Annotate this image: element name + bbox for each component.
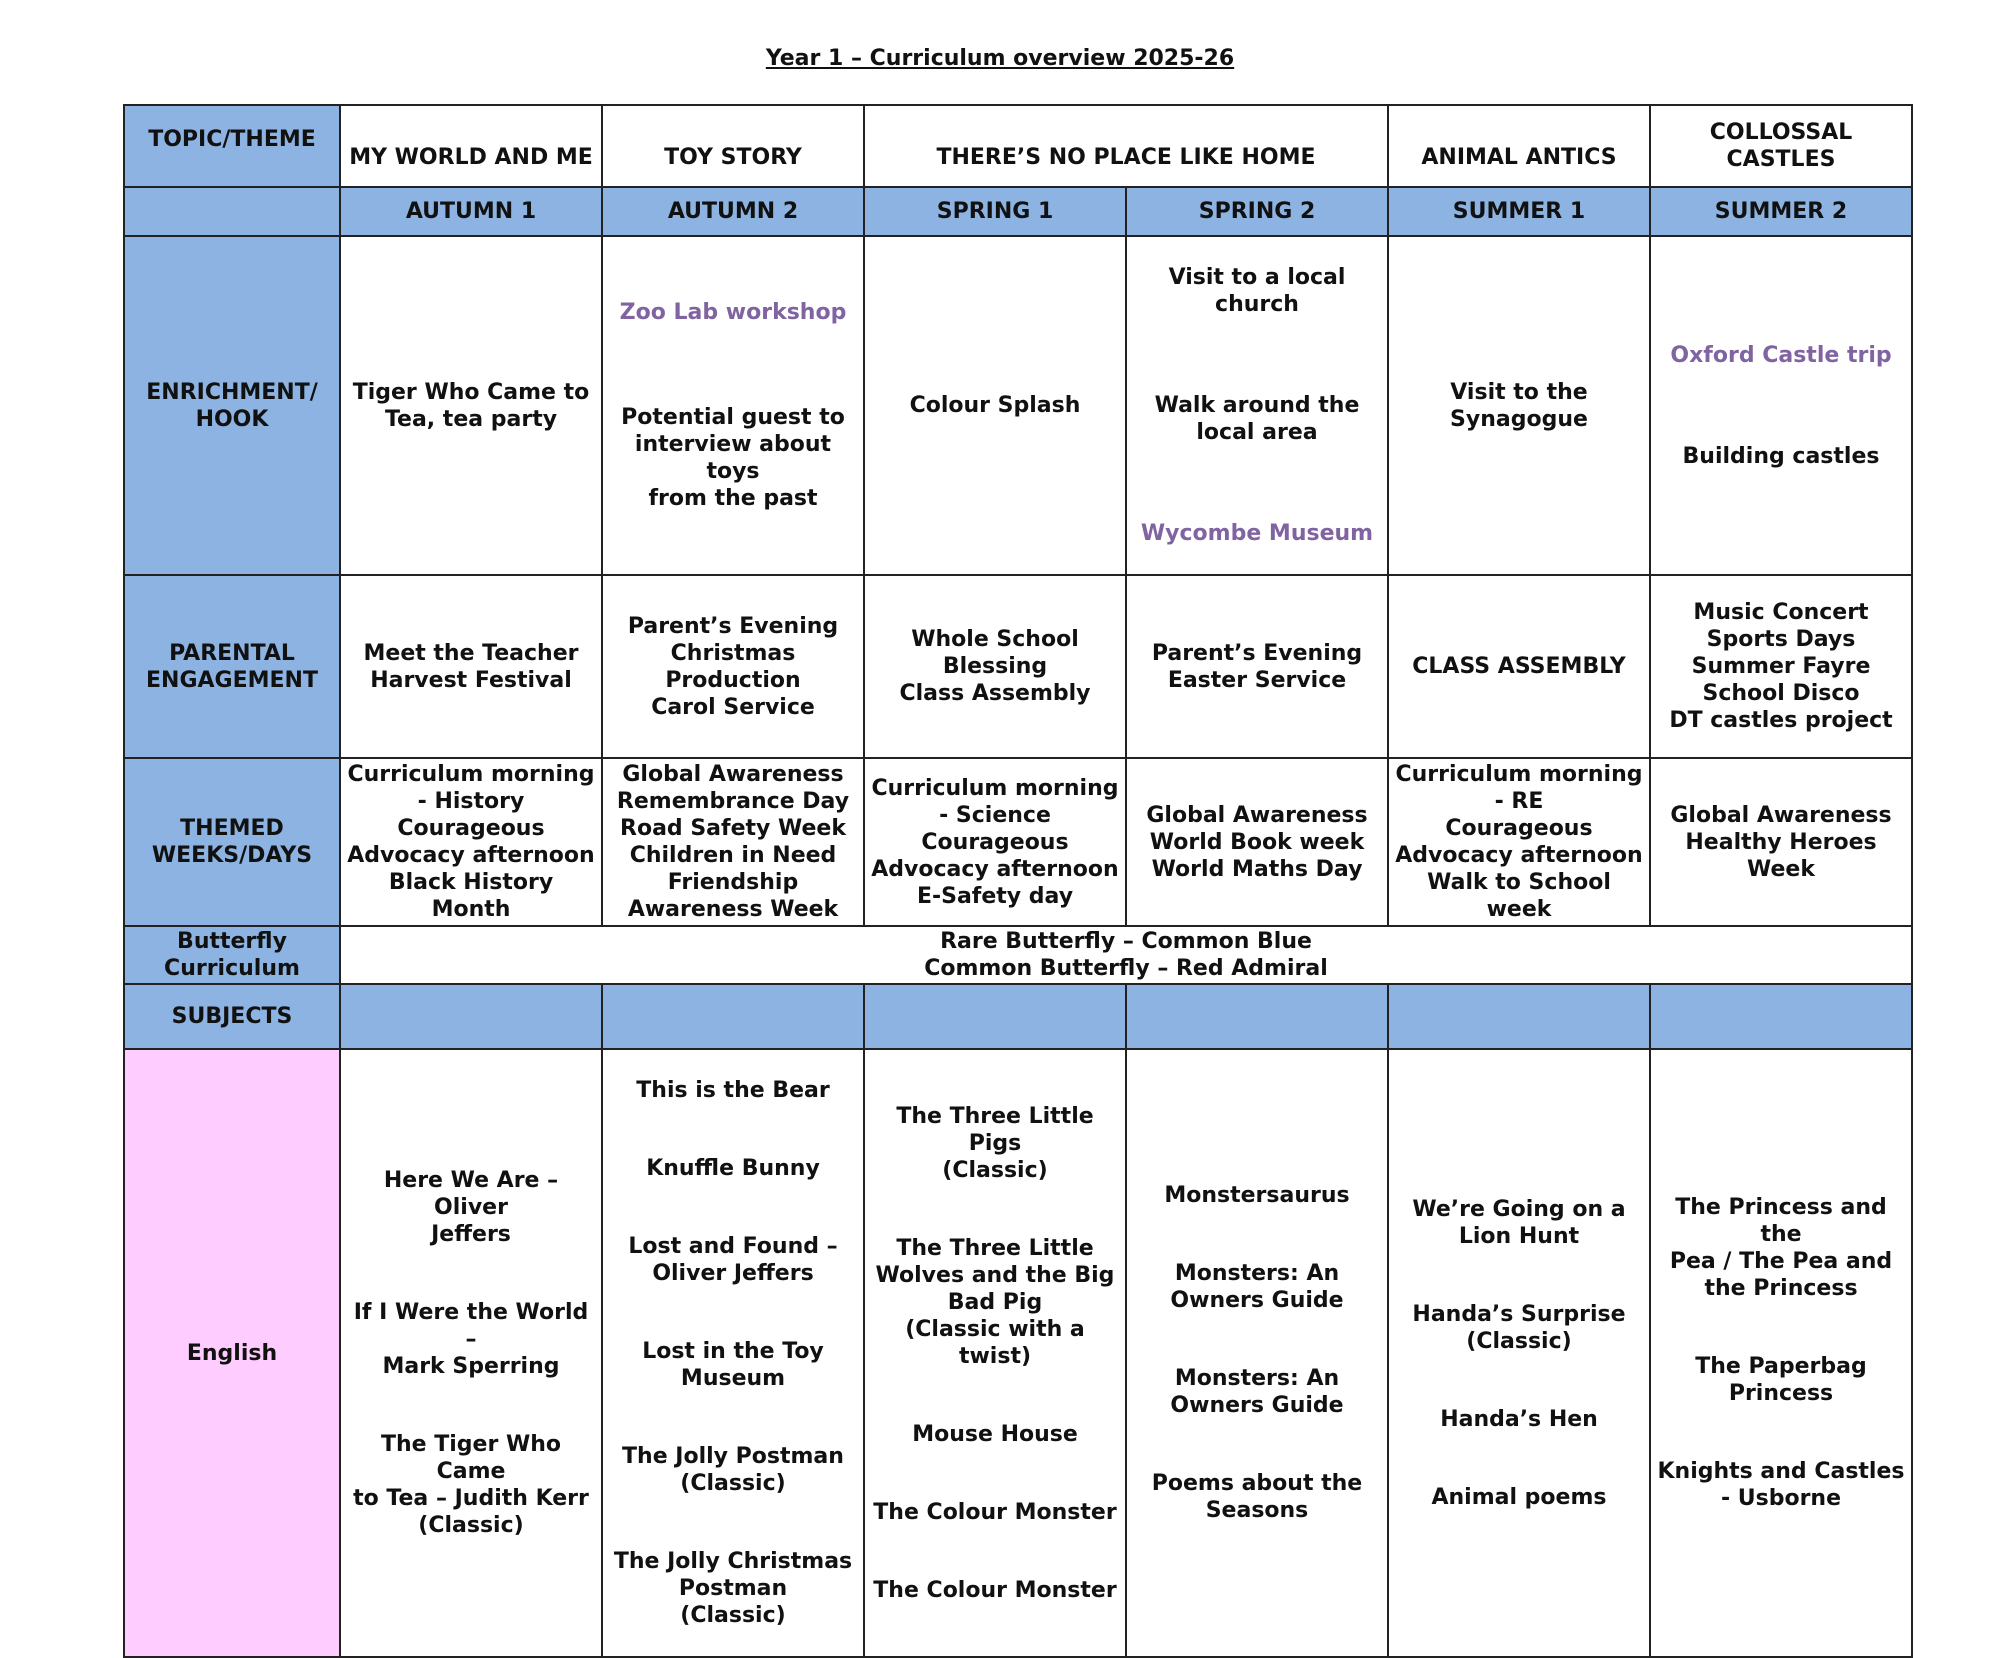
themed-spring1: Curriculum morning - Science Courageous Advocacy afternoon E-Safety day xyxy=(864,758,1126,926)
themed-autumn2: Global Awareness Remembrance Day Road Safety Week Children in Need Friendship Awareness Week xyxy=(602,758,864,926)
topic-row xyxy=(124,105,1912,187)
book-item: The Tiger Who Came to Tea – Judith Kerr (Classic) xyxy=(353,1432,589,1538)
book-item: The Paperbag Princess xyxy=(1695,1354,1867,1406)
enrichment-autumn1: Tiger Who Came to Tea, tea party xyxy=(340,236,602,575)
parental-label: PARENTAL ENGAGEMENT xyxy=(124,575,340,758)
term-row xyxy=(124,187,1912,236)
topic-autumn2: TOY STORY xyxy=(602,105,864,187)
topic-summer2: COLLOSSAL CASTLES xyxy=(1650,105,1912,187)
book-item: Lost and Found – Oliver Jeffers xyxy=(628,1234,838,1286)
book-item: Monsters: An Owners Guide xyxy=(1170,1261,1344,1313)
enrichment-summer2 xyxy=(1650,236,1912,575)
parental-row xyxy=(124,575,1912,758)
subjects-empty-5 xyxy=(1388,984,1650,1049)
enrichment-label: ENRICHMENT/ HOOK xyxy=(124,236,340,575)
building-castles: Building castles xyxy=(1682,443,1880,469)
book-item: Handa’s Hen xyxy=(1440,1406,1598,1432)
themed-summer2: Global Awareness Healthy Heroes Week xyxy=(1650,758,1912,926)
book-item: Lost in the Toy Museum xyxy=(642,1339,824,1391)
zoo-lab-trip: Zoo Lab workshop xyxy=(619,300,847,325)
parental-spring1: Whole School Blessing Class Assembly xyxy=(864,575,1126,758)
oxford-castle-trip: Oxford Castle trip xyxy=(1670,342,1892,368)
subjects-row xyxy=(124,984,1912,1049)
english-autumn1 xyxy=(340,1049,602,1657)
book-item: Monsters: An Owners Guide xyxy=(1170,1366,1344,1418)
topic-label: TOPIC/THEME xyxy=(124,105,340,187)
book-item: The Three Little Wolves and the Big Bad Pig (Classic with a twist) xyxy=(875,1235,1115,1369)
butterfly-text: Rare Butterfly – Common Blue Common Butterfly – Red Admiral xyxy=(340,926,1912,984)
butterfly-row xyxy=(124,926,1912,984)
book-item: Knuffle Bunny xyxy=(646,1156,820,1181)
enrichment-autumn2 xyxy=(602,236,864,575)
subjects-label: SUBJECTS xyxy=(124,984,340,1049)
themed-autumn1: Curriculum morning - History Courageous Advocacy afternoon Black History Month xyxy=(340,758,602,926)
book-item: This is the Bear xyxy=(636,1078,830,1103)
book-item: Mouse House xyxy=(912,1421,1078,1447)
english-summer1 xyxy=(1388,1049,1650,1657)
term-autumn1: AUTUMN 1 xyxy=(340,187,602,236)
book-item: If I Were the World – Mark Sperring xyxy=(353,1300,589,1379)
parental-spring2: Parent’s Evening Easter Service xyxy=(1126,575,1388,758)
subjects-empty-1 xyxy=(340,984,602,1049)
term-summer1: SUMMER 1 xyxy=(1388,187,1650,236)
guest-interview: Potential guest to interview about toys from the past xyxy=(621,405,845,511)
book-item: The Princess and the Pea / The Pea and the Princess xyxy=(1669,1195,1893,1301)
english-label: English xyxy=(124,1049,340,1657)
book-item: The Colour Monster xyxy=(873,1499,1117,1525)
curriculum-table xyxy=(123,104,1913,1658)
themed-row xyxy=(124,758,1912,926)
enrichment-spring1: Colour Splash xyxy=(864,236,1126,575)
term-label-empty xyxy=(124,187,340,236)
subjects-empty-6 xyxy=(1650,984,1912,1049)
wycombe-museum-trip: Wycombe Museum xyxy=(1140,521,1374,546)
english-summer2 xyxy=(1650,1049,1912,1657)
themed-spring2: Global Awareness World Book week World Maths Day xyxy=(1126,758,1388,926)
book-item: The Colour Monster xyxy=(873,1577,1117,1603)
book-item: Monstersaurus xyxy=(1164,1183,1350,1208)
topic-autumn1: MY WORLD AND ME xyxy=(340,105,602,187)
church-visit: Visit to a local church xyxy=(1168,265,1346,317)
butterfly-label: Butterfly Curriculum xyxy=(124,926,340,984)
themed-summer1: Curriculum morning - RE Courageous Advocacy afternoon Walk to School week xyxy=(1388,758,1650,926)
enrichment-summer1: Visit to the Synagogue xyxy=(1388,236,1650,575)
book-item: Knights and Castles - Usborne xyxy=(1657,1459,1905,1511)
term-spring1: SPRING 1 xyxy=(864,187,1126,236)
english-autumn2 xyxy=(602,1049,864,1657)
english-spring2 xyxy=(1126,1049,1388,1657)
local-walk: Walk around the local area xyxy=(1154,393,1360,445)
book-item: Here We Are – Oliver Jeffers xyxy=(383,1168,559,1247)
book-item: Poems about the Seasons xyxy=(1151,1471,1363,1523)
page-title: Year 1 – Curriculum overview 2025-26 xyxy=(765,46,1235,71)
subjects-empty-3 xyxy=(864,984,1126,1049)
book-item: Animal poems xyxy=(1431,1484,1607,1510)
english-spring1 xyxy=(864,1049,1126,1657)
book-item: The Three Little Pigs (Classic) xyxy=(896,1103,1094,1183)
book-item: The Jolly Postman (Classic) xyxy=(622,1444,844,1496)
topic-summer1: ANIMAL ANTICS xyxy=(1388,105,1650,187)
enrichment-spring2 xyxy=(1126,236,1388,575)
enrichment-row xyxy=(124,236,1912,575)
themed-label: THEMED WEEKS/DAYS xyxy=(124,758,340,926)
book-item: Handa’s Surprise (Classic) xyxy=(1412,1301,1626,1354)
term-spring2: SPRING 2 xyxy=(1126,187,1388,236)
parental-summer2: Music Concert Sports Days Summer Fayre School Disco DT castles project xyxy=(1650,575,1912,758)
subjects-empty-4 xyxy=(1126,984,1388,1049)
book-item: We’re Going on a Lion Hunt xyxy=(1412,1196,1626,1249)
topic-spring: THERE’S NO PLACE LIKE HOME xyxy=(864,105,1388,187)
parental-autumn1: Meet the Teacher Harvest Festival xyxy=(340,575,602,758)
term-summer2: SUMMER 2 xyxy=(1650,187,1912,236)
parental-autumn2: Parent’s Evening Christmas Production Carol Service xyxy=(602,575,864,758)
parental-summer1: CLASS ASSEMBLY xyxy=(1388,575,1650,758)
english-row xyxy=(124,1049,1912,1657)
term-autumn2: AUTUMN 2 xyxy=(602,187,864,236)
subjects-empty-2 xyxy=(602,984,864,1049)
book-item: The Jolly Christmas Postman (Classic) xyxy=(613,1549,853,1628)
